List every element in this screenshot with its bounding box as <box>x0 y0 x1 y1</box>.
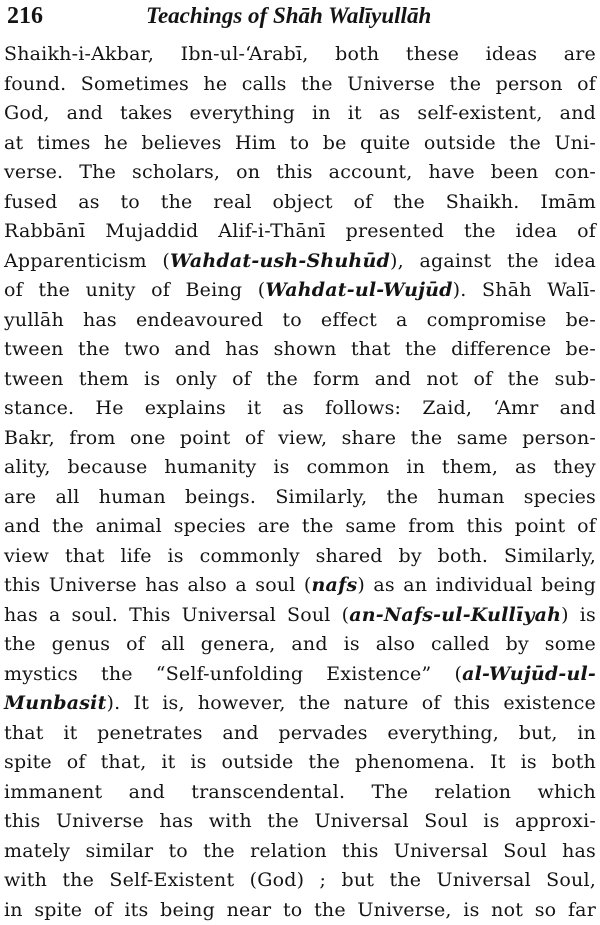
text-segment: Bakr, from one point of view, share the same person- <box>4 426 596 449</box>
text-segment: and the animal species are the same from this point of <box>4 515 596 537</box>
text-line <box>4 778 596 808</box>
text-line <box>4 40 596 70</box>
text-line <box>4 896 596 925</box>
italic-term: Munbasit <box>4 692 107 714</box>
text-line <box>4 807 596 837</box>
text-segment: found. Sometimes he calls the Universe the person of <box>4 72 596 95</box>
text-segment: of the unity of Being ( <box>4 279 266 301</box>
text-segment: ), against the idea <box>389 249 596 272</box>
text-line <box>4 306 596 336</box>
text-segment: tween the two and has shown that the difference be- <box>4 338 596 360</box>
text-line <box>4 99 596 129</box>
text-segment: are all human beings. Similarly, the human species <box>4 485 596 508</box>
text-segment: mystics the “Self-unfolding Existence” ( <box>4 662 463 685</box>
text-line <box>4 365 596 395</box>
text-segment: with the Self-Existent (God) ; but the Universal Soul, <box>4 869 596 891</box>
text-segment: the genus of all genera, and is also called by some <box>4 633 596 655</box>
text-segment: ality, because humanity is common in them, as they <box>4 456 596 478</box>
text-line <box>4 630 596 660</box>
text-segment: this Universe has also a soul ( <box>4 574 312 596</box>
text-line <box>4 601 596 631</box>
text-line <box>4 719 596 749</box>
page-header <box>4 0 596 40</box>
text-line <box>4 129 596 159</box>
text-segment: verse. The scholars, on this account, have been con- <box>4 161 596 183</box>
text-segment: stance. He explains it as follows: Zaid, ‘Amr and <box>4 397 596 419</box>
text-line <box>4 394 596 424</box>
text-line <box>4 837 596 867</box>
text-line <box>4 483 596 513</box>
text-line <box>4 453 596 483</box>
page-number: 216 <box>7 3 43 29</box>
italic-term: an-Nafs-ul-Kullīyah <box>349 603 562 626</box>
text-segment: in spite of its being near to the Universe, is not so far <box>4 898 596 921</box>
text-segment: Apparenticism ( <box>4 249 170 272</box>
text-segment: ) as an individual being <box>357 574 596 596</box>
italic-term: nafs <box>311 574 358 596</box>
text-segment: at times he believes Him to be quite outside the Uni- <box>4 131 596 154</box>
text-segment: fused as to the real object of the Shaikh. Imām <box>4 190 596 213</box>
italic-term: Wahdat-ush-Shuhūd <box>170 249 390 272</box>
text-segment: this Universe has with the Universal Soul is approxi- <box>4 810 596 832</box>
text-segment: God, and takes everything in it as self-existent, and <box>4 102 596 124</box>
text-line <box>4 689 596 719</box>
text-segment: ). Shāh Walī- <box>452 279 596 301</box>
running-title: Teachings of Shāh Walīyullāh <box>146 3 432 28</box>
text-line <box>4 335 596 365</box>
text-line <box>4 217 596 247</box>
text-segment: yullāh has endeavoured to effect a compromise be- <box>4 308 596 331</box>
text-segment: that it penetrates and pervades everything, but, in <box>4 721 596 744</box>
text-segment: Rabbānī Mujaddid Alif-i-Thānī presented the idea of <box>4 220 596 242</box>
text-segment: view that life is commonly shared by both. Similarly, <box>4 544 596 567</box>
text-line <box>4 866 596 896</box>
text-line <box>4 571 596 601</box>
text-line <box>4 748 596 778</box>
body-text <box>4 40 596 925</box>
text-line <box>4 188 596 218</box>
text-line <box>4 660 596 690</box>
text-segment: ) is <box>561 603 596 626</box>
text-segment: Shaikh-i-Akbar, Ibn-ul-‘Arabī, both these ideas are <box>4 43 596 65</box>
text-line <box>4 158 596 188</box>
text-segment: tween them is only of the form and not of the sub- <box>4 367 596 390</box>
text-segment: has a soul. This Universal Soul ( <box>4 603 350 626</box>
italic-term: Wahdat-ul-Wujūd <box>265 279 453 301</box>
text-line <box>4 70 596 100</box>
text-line <box>4 247 596 277</box>
text-line <box>4 542 596 572</box>
text-line <box>4 276 596 306</box>
text-segment: ). It is, however, the nature of this existence <box>106 692 596 714</box>
text-segment: mately similar to the relation this Universal Soul has <box>4 839 596 862</box>
text-line <box>4 424 596 454</box>
text-segment: immanent and transcendental. The relation which <box>4 780 596 803</box>
text-segment: spite of that, it is outside the phenomena. It is both <box>4 751 596 773</box>
text-line <box>4 512 596 542</box>
italic-term: al-Wujūd-ul- <box>462 662 596 685</box>
